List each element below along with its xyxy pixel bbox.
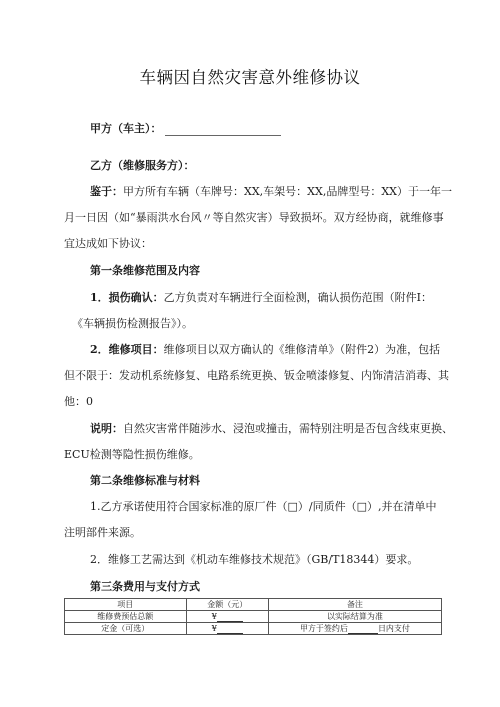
deposit-days-blank[interactable] xyxy=(348,625,378,634)
fee-table xyxy=(64,598,442,635)
whereas-line-3: 宜达成如下协议： xyxy=(64,237,152,250)
table-row xyxy=(65,611,442,623)
document-title: 车辆因自然灾害意外维修协议 xyxy=(139,68,361,87)
note-label: 说明： xyxy=(90,422,123,435)
article-3-heading: 第三条费用与支付方式 xyxy=(90,580,200,593)
party-a-line xyxy=(90,122,281,136)
article-1-item-1-line-1: 1．损伤确认：乙方负责对车辆进行全面检测，确认损伤范围（附件I： xyxy=(90,291,432,304)
fee-note-deposit: 甲方于签约后 日内支付 xyxy=(268,623,441,635)
article-2-item-1-line-2: 注明部件来源。 xyxy=(64,526,141,539)
article-1-item-2-line-1: 2．维修项目：维修项目以双方确认的《维修清单》（附件2）为准，包括 xyxy=(90,343,441,356)
table-row xyxy=(65,623,442,635)
whereas-line-1: 鉴于：甲方所有车辆（车牌号：XX,车架号：XX,品牌型号：XX）于一年一 xyxy=(90,185,452,198)
article-2-item-2-line-1: 2．维修工艺需达到《机动车维修技术规范》（GB/T18344）要求。 xyxy=(90,553,419,566)
fee-amount-estimate: ¥ xyxy=(186,611,268,623)
whereas-label: 鉴于： xyxy=(90,185,123,198)
article-1-item-1-line-2: 《车辆损伤检测报告》）。 xyxy=(72,317,193,330)
article-1-item-2-line-3: 他：0 xyxy=(64,395,93,408)
article-2-item-1-line-1: 1.乙方承诺使用符合国家标准的原厂件（□）/同质件（□）,并在清单中 xyxy=(90,500,437,513)
fee-table-header-item: 项目 xyxy=(65,599,187,611)
article-1-note-line-2: ECU检测等隐性损伤维修。 xyxy=(64,448,200,461)
fee-note-estimate: 以实际结算为准 xyxy=(268,611,441,623)
deposit-amount-blank[interactable] xyxy=(217,625,243,634)
whereas-line-2: 月一日因（如“暴雨洪水台风〃等自然灾害）导致损坏。双方经协商，就维修事 xyxy=(64,211,444,224)
article-2-heading: 第二条维修标准与材料 xyxy=(90,474,200,487)
article-1-heading: 第一条维修范围及内容 xyxy=(90,264,200,277)
fee-table-header-note: 备注 xyxy=(268,599,441,611)
fee-amount-deposit: ¥ xyxy=(186,623,268,635)
fee-item-estimate: 维修费预估总额 xyxy=(65,611,187,623)
party-b-label: 乙方（维修服务方）： xyxy=(90,159,195,172)
fee-item-deposit: 定金（可选） xyxy=(65,623,187,635)
fee-table-header-row xyxy=(65,599,442,611)
fee-table-header-amount: 金额（元） xyxy=(186,599,268,611)
party-a-blank[interactable] xyxy=(165,122,281,136)
article-1-item-2-line-2: 但不限于：发动机系统修复、电路系统更换、钣金喷漆修复、内饰清洁消毒、其 xyxy=(64,369,449,382)
article-1-note-line-1: 说明：自然灾害常伴随涉水、浸泡或撞击，需特别注明是否包含线束更换、 xyxy=(90,422,453,435)
estimate-amount-blank[interactable] xyxy=(217,613,243,622)
party-a-label: 甲方（车主）： xyxy=(90,122,162,135)
